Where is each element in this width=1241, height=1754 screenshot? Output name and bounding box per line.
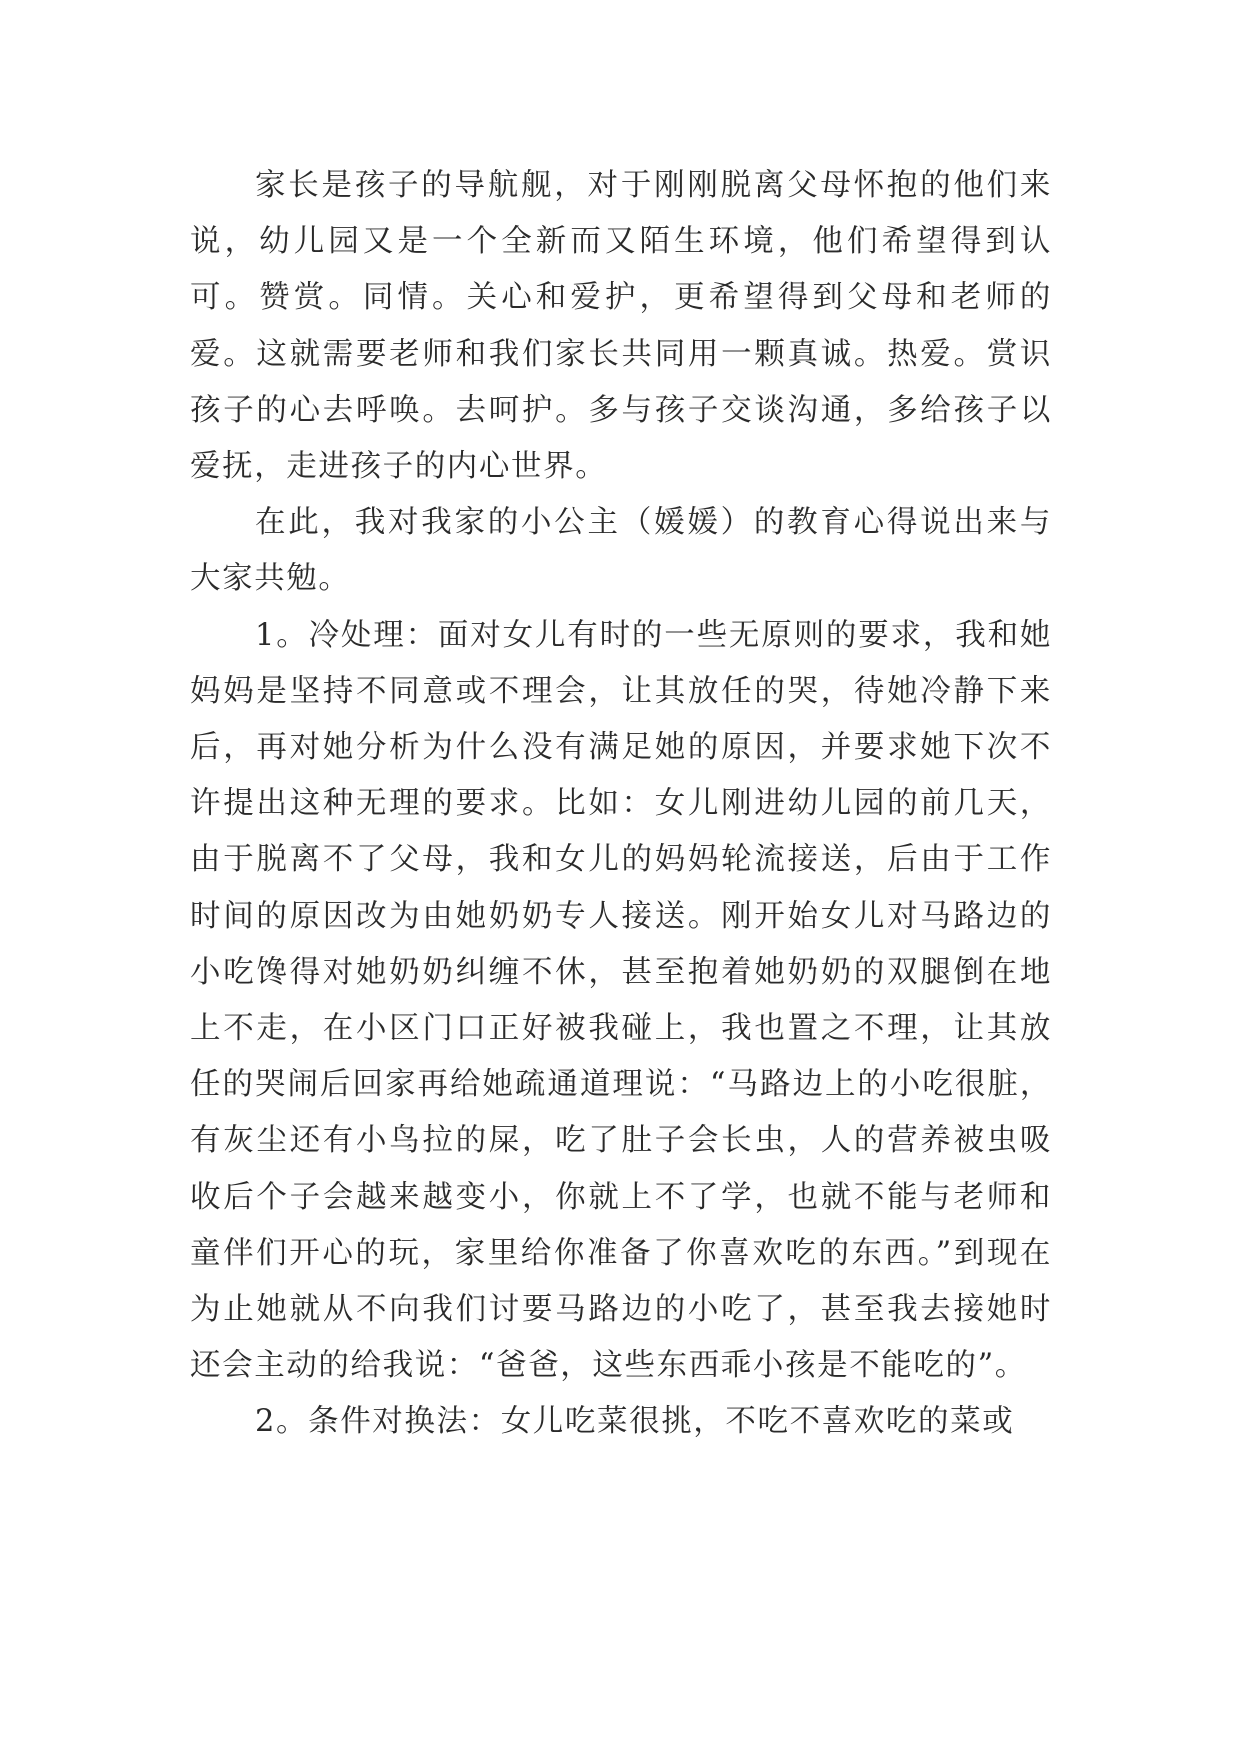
document-body — [190, 158, 1052, 1451]
paragraph-sharing: 在此，我对我家的小公主（媛媛）的教育心得说出来与大家共勉。 — [190, 505, 1052, 597]
paragraph-intro: 家长是孩子的导航舰，对于刚刚脱离父母怀抱的他们来说，幼儿园又是一个全新而又陌生环境，他们希望得到认可。赞赏。同情。关心和爱护，更希望得到父母和老师的爱。这就需要老师和我们家长共同用一颗真诚。热爱。赏识孩子的心去呼唤。去呵护。多与孩子交谈沟通，多给孩子以爱抚，走进孩子的内心世界。 — [190, 168, 1052, 485]
paragraph-condition-exchange: 2。条件对换法：女儿吃菜很挑，不吃不喜欢吃的菜或 — [255, 1404, 1015, 1440]
paragraph-cold-treatment: 1。冷处理：面对女儿有时的一些无原则的要求，我和她妈妈是坚持不同意或不理会，让其放任的哭，待她冷静下来后，再对她分析为什么没有满足她的原因，并要求她下次不许提出这种无理的要求。比如：女儿刚进幼儿园的前几天，由于脱离不了父母，我和女儿的妈妈轮流接送，后由于工作时间的原因改为由她奶奶专人接送。刚开始女儿对马路边的小吃馋得对她奶奶纠缠不休，甚至抱着她奶奶的双腿倒在地上不走，在小区门口正好被我碰上，我也置之不理，让其放任的哭闹后回家再给她疏通道理说：“马路边上的小吃很脏，有灰尘还有小鸟拉的屎，吃了肚子会长虫，人的营养被虫吸收后个子会越来越变小，你就上不了学，也就不能与老师和童伴们开心的玩，家里给你准备了你喜欢吃的东西。”到现在为止她就从不向我们讨要马路边的小吃了，甚至我去接她时还会主动的给我说：“爸爸，这些东西乖小孩是不能吃的”。 — [190, 617, 1052, 1384]
